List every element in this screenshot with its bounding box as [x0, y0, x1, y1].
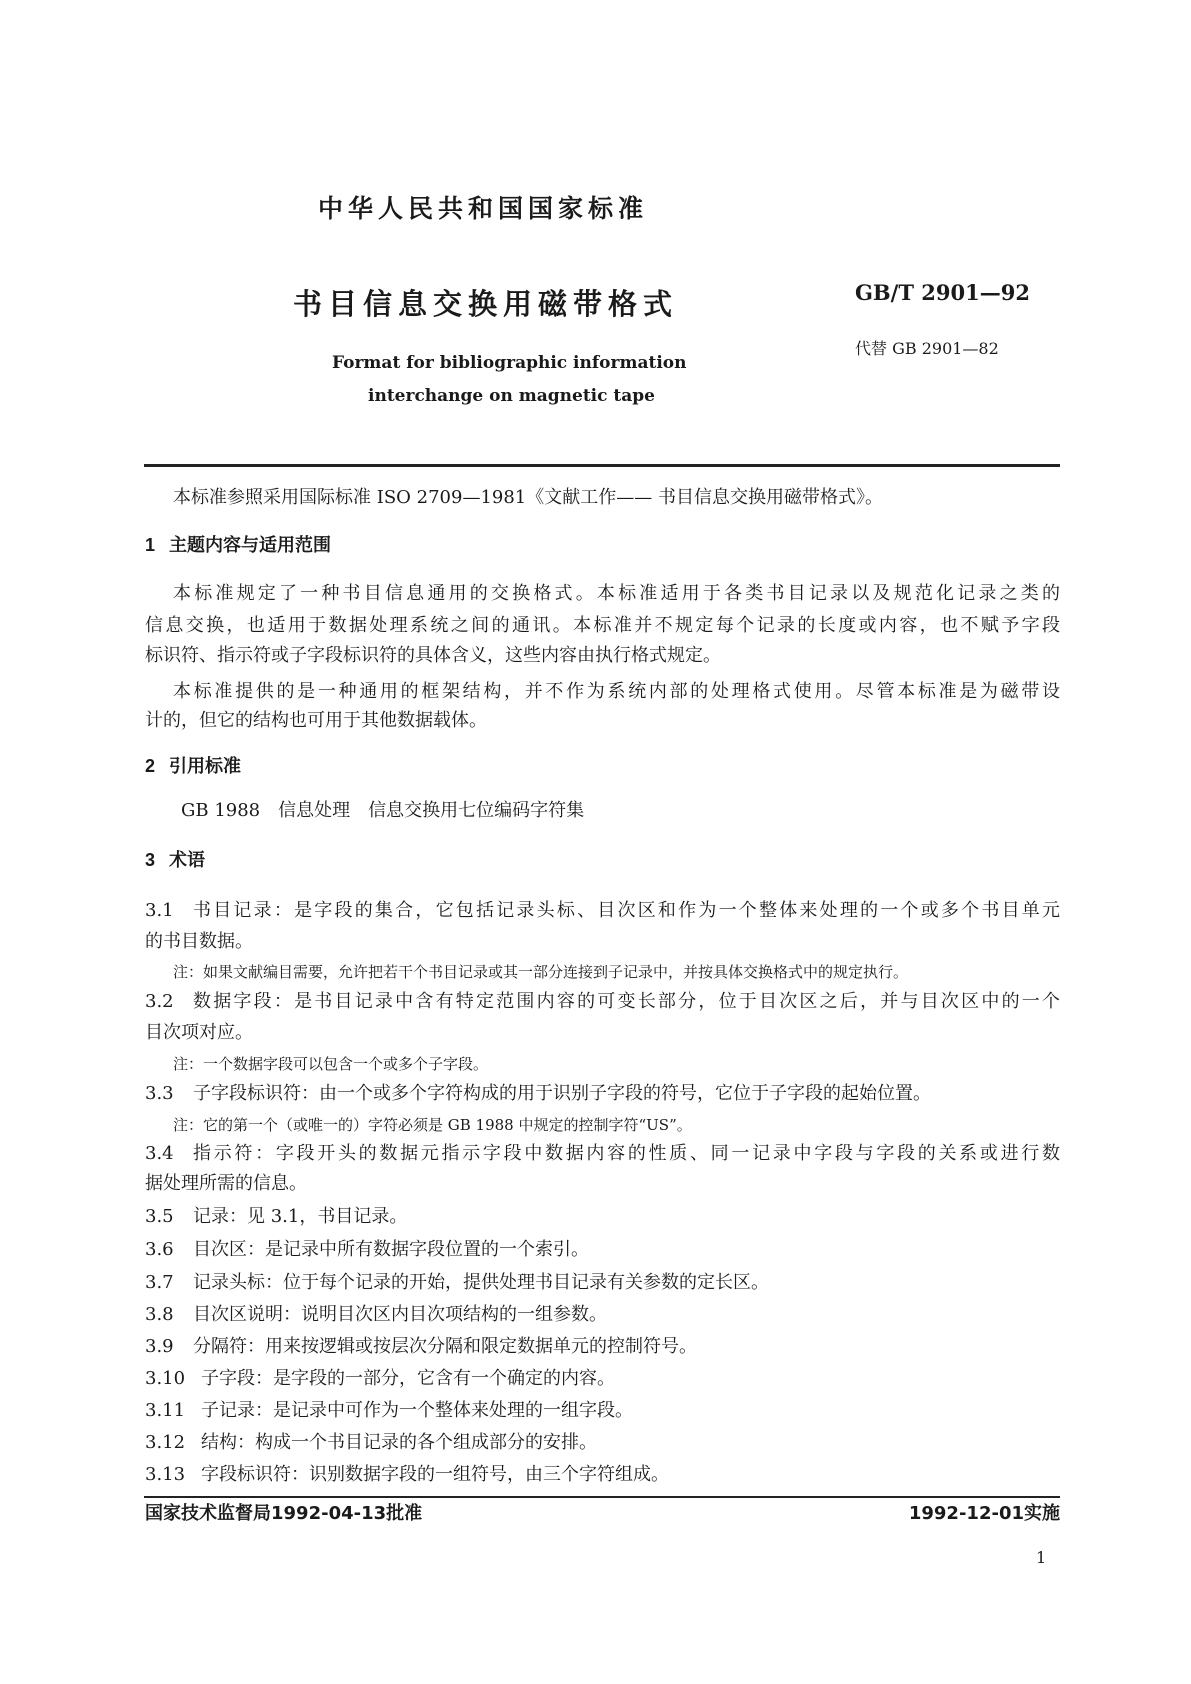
section-title: 术语	[169, 850, 206, 871]
term-number: 3.3	[145, 1083, 174, 1104]
document-title-cn: 书目信息交换用磁带格式	[293, 287, 679, 321]
section-1-heading	[145, 534, 331, 557]
term-number: 3.9	[145, 1336, 174, 1357]
document-title-en-line2: interchange on magnetic tape	[368, 386, 655, 406]
header-rule	[144, 464, 1060, 467]
section-number: 3	[145, 850, 156, 870]
section-title: 引用标准	[169, 756, 242, 777]
effective-date: 1992-12-01实施	[908, 1503, 1060, 1524]
approval-date: 国家技术监督局1992-04-13批准	[145, 1503, 423, 1524]
paragraph-line: 本标准规定了一种书目信息通用的交换格式。本标准适用于各类书目记录以及规范化记录之类的	[173, 583, 1060, 604]
footer-rule	[144, 1496, 1060, 1498]
term-definition: 目次区：是记录中所有数据字段位置的一个索引。	[193, 1239, 589, 1260]
term-definition: 记录：见 3.1，书目记录。	[193, 1206, 408, 1227]
standard-code: GB/T 2901—92	[855, 280, 1030, 305]
term-definition: 字段标识符：识别数据字段的一组符号，由三个字符组成。	[201, 1464, 669, 1485]
term-definition-cont: 的书目数据。	[145, 931, 253, 952]
term-definition: 子字段：是字段的一部分，它含有一个确定的内容。	[201, 1368, 615, 1389]
section-title: 主题内容与适用范围	[169, 535, 332, 556]
term-definition: 结构：构成一个书目记录的各个组成部分的安排。	[201, 1432, 597, 1453]
term-number: 3.2	[145, 991, 174, 1012]
term-number: 3.13	[145, 1464, 186, 1485]
document-title-en-line1: Format for bibliographic information	[332, 353, 687, 373]
term-definition: 分隔符：用来按逻辑或按层次分隔和限定数据单元的控制符号。	[193, 1336, 697, 1357]
term-number: 3.5	[145, 1206, 174, 1227]
term-number: 3.7	[145, 1272, 174, 1293]
term-definition: 目次区说明：说明目次区内目次项结构的一组参数。	[193, 1304, 607, 1325]
term-definition: 书目记录：是字段的集合，它包括记录头标、目次区和作为一个整体来处理的一个或多个书目单元	[193, 900, 1060, 921]
term-definition-cont: 目次项对应。	[145, 1022, 253, 1043]
section-3-heading	[145, 849, 205, 872]
term-number: 3.12	[145, 1432, 186, 1453]
term-note: 注：它的第一个（或唯一的）字符必须是 GB 1988 中规定的控制字符“US”。	[173, 1116, 692, 1134]
national-standard-heading: 中华人民共和国国家标准	[318, 194, 649, 223]
paragraph-line: 信息交换，也适用于数据处理系统之间的通讯。本标准并不规定每个记录的长度或内容，也不赋予字段	[145, 615, 1060, 636]
term-number: 3.4	[145, 1143, 174, 1164]
section-number: 1	[145, 535, 156, 555]
term-definition-cont: 据处理所需的信息。	[145, 1173, 307, 1194]
term-number: 3.11	[145, 1400, 186, 1421]
term-number: 3.6	[145, 1239, 174, 1260]
term-definition: 子记录：是记录中可作为一个整体来处理的一组字段。	[201, 1400, 633, 1421]
term-number: 3.1	[145, 900, 174, 921]
term-note: 注：一个数据字段可以包含一个或多个子字段。	[173, 1055, 489, 1073]
term-definition: 指示符：字段开头的数据元指示字段中数据内容的性质、同一记录中字段与字段的关系或进行数	[193, 1143, 1060, 1164]
replaces-note: 代替 GB 2901—82	[855, 339, 999, 358]
page-number: 1	[1036, 1548, 1047, 1567]
term-definition: 子字段标识符：由一个或多个字符构成的用于识别子字段的符号，它位于子字段的起始位置。	[193, 1083, 931, 1104]
section-2-heading	[145, 755, 241, 778]
intro-paragraph: 本标准参照采用国际标准 ISO 2709—1981《文献工作—— 书目信息交换用磁带格式》。	[173, 487, 883, 508]
term-number: 3.8	[145, 1304, 174, 1325]
section-number: 2	[145, 756, 156, 776]
reference-standard: GB 1988 信息处理 信息交换用七位编码字符集	[181, 800, 585, 821]
term-number: 3.10	[145, 1368, 186, 1389]
paragraph-line: 计的，但它的结构也可用于其他数据载体。	[145, 710, 487, 731]
paragraph-line: 标识符、指示符或子字段标识符的具体含义，这些内容由执行格式规定。	[145, 645, 721, 666]
term-definition: 数据字段：是书目记录中含有特定范围内容的可变长部分，位于目次区之后，并与目次区中的一个	[193, 991, 1060, 1012]
paragraph-line: 本标准提供的是一种通用的框架结构，并不作为系统内部的处理格式使用。尽管本标准是为磁带设	[173, 681, 1060, 702]
term-note: 注：如果文献编目需要，允许把若干个书目记录或其一部分连接到子记录中，并按具体交换格式中的规定执行。	[173, 963, 909, 981]
term-definition: 记录头标：位于每个记录的开始，提供处理书目记录有关参数的定长区。	[193, 1272, 769, 1293]
